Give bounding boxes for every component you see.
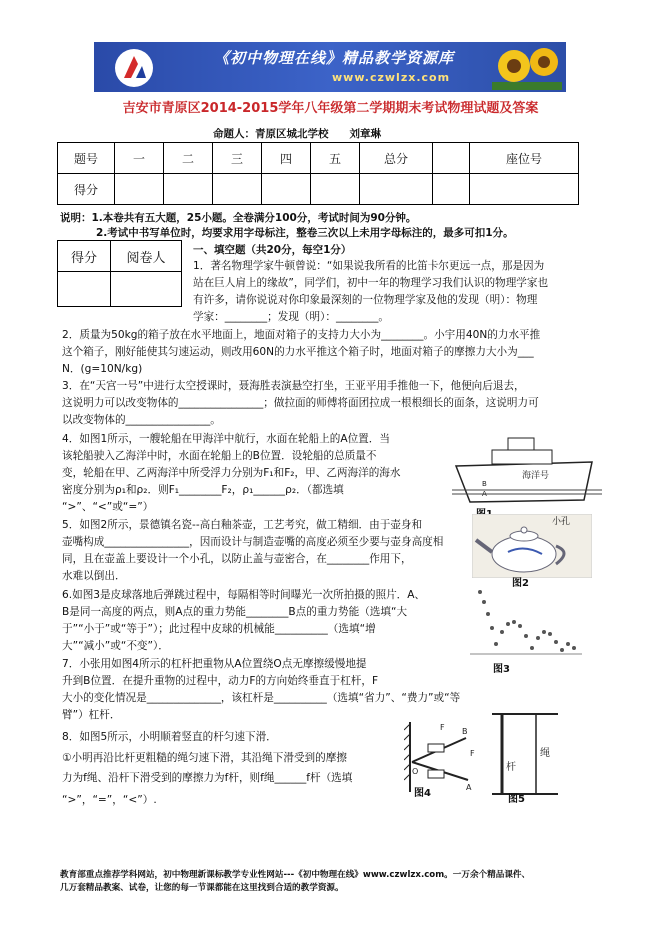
text-line: 2．质量为50kg的箱子放在水平地面上，地面对箱子的支持力大小为________。小宇用40N的力水平推 [62,329,541,341]
text-line: 水难以倒出． [62,570,126,582]
score-header-cell: 二 [164,143,213,174]
text-line: 力为f绳、沿杆下滑受到的摩擦力为f杆，则f绳______f杆（选填 [62,772,353,784]
text-line: 这个箱子，刚好能使其匀速运动，则改用60N的力水平推这个箱子时，地面对箱子的摩擦力大小为___ [62,346,534,358]
text-line: 大”“减小”或“不变”）． [62,640,169,652]
score-header-cell: 四 [262,143,311,174]
text-line: 有许多，请你说说对你印象最深刻的一位物理学家及他的发现（明）：物理 [193,294,538,306]
grader-table [57,240,182,307]
text-line: 升到B位置．在提升重物的过程中，动力F的方向始终垂直于杠杆，F [62,675,379,687]
footer-line-1: 教育部重点推荐学科网站，初中物理新课标教学专业性网站---《初中物理在线》www.czwlzx.com。一万余个精品课件、 [60,870,531,880]
score-header-cell: 五 [311,143,360,174]
score-cell [164,174,213,205]
text-line: 3．在“天宫一号”中进行太空授课时，聂海胜表演悬空打坐，王亚平用手推他一下，他便向后退去， [62,380,525,392]
ship-figure [452,432,602,512]
text-line: 大小的变化情况是______________，该杠杆是__________（选填“省力”、“费力”或“等 [62,692,461,704]
svg-text:O: O [412,767,419,776]
text-line: 壶嘴构成________________，因而设计与制造壶嘴的高度必须至少要与壶身高度相 [62,536,444,548]
grader-score-label: 得分 [58,241,111,272]
score-cell [433,174,470,205]
score-cell [311,174,360,205]
score-header-cell: 总分 [360,143,433,174]
svg-text:F: F [470,749,475,758]
seat-number-label: 座位号 [470,143,579,174]
text-line: 臂”）杠杆． [62,709,121,721]
score-cell [213,174,262,205]
text-line: “>”、“<”或“=”） [62,501,154,513]
banner-url[interactable]: www.czwlzx.com [332,71,451,84]
svg-text:B: B [462,727,468,736]
page-title: 吉安市青原区2014-2015学年八年级第二学期期末考试物理试题及答案 [122,101,539,116]
figure-4-label: 图4 [414,788,431,799]
text-line: 该轮船驶入乙海洋中时，水面在轮船上的B位置．设轮船的总质量不 [62,450,377,462]
text-line: 同，且在壶盖上要设计一个小孔，以防止盖与壶密合，在________作用下， [62,553,412,565]
svg-text:A: A [482,490,487,498]
text-line: “>”，“=”，“<”）. [62,794,157,806]
sunflower-icon [492,44,562,90]
seat-number-cell [470,174,579,205]
score-cell [360,174,433,205]
grader-score-cell [58,272,111,307]
figure-3-label: 图3 [493,664,510,675]
text-line: 8．如图5所示，小明顺着竖直的杆匀速下滑． [62,731,277,743]
text-line: 这说明力可以改变物体的________________；做拉面的师傅将面团拉成一根根细长的面条，这说明力可 [62,397,539,409]
text-line: 于”“小于”或“等于”）；此过程中皮球的机械能__________（选填“增 [62,623,376,635]
rod-label: 杆 [506,762,516,773]
site-logo-icon [114,48,154,88]
score-cell [115,174,164,205]
author-line: 命题人：青原区城北学校 刘章琳 [213,128,381,140]
svg-text:A: A [466,783,472,792]
text-line: 1．著名物理学家牛顿曾说：“如果说我所看的比笛卡尔更远一点，那是因为 [193,260,545,272]
grader-reviewer-label: 阅卷人 [111,241,182,272]
text-line: 以改变物体的________________。 [62,414,221,426]
score-header-cell: 题号 [58,143,115,174]
text-line: 站在巨人肩上的缘故”，同学们，初中一年的物理学习我们认识的物理学家也 [193,277,549,289]
score-table-header-row [58,143,579,174]
score-header-cell: 一 [115,143,164,174]
note-2: 2.考试中书写单位时，均要求用字母标注，整卷三次以上未用字母标注的，最多可扣1分。 [96,227,514,239]
teapot-figure [472,514,592,578]
score-row-label: 得分 [58,174,115,205]
section-heading: 一、填空题（共20分，每空1分） [193,244,352,256]
text-line: N．(g=10N/kg) [62,363,143,375]
text-line: B是同一高度的两点，则A点的重力势能________B点的重力势能（选填“大 [62,606,408,618]
rope-rod-figure [492,712,558,796]
ship-name-label: 海洋号 [522,471,550,481]
svg-text:F: F [440,723,445,732]
text-line: 学家：________；发现（明）：________。 [193,311,389,323]
text-line: 5．如图2所示，景德镇名瓷--高白釉茶壶，工艺考究，做工精细．由于壶身和 [62,519,423,531]
footer-line-2: 几万套精品教案、试卷，让您的每一节课都能在这里找到合适的教学资源。 [60,883,344,893]
text-line: 4．如图1所示，一艘轮船在甲海洋中航行，水面在轮船上的A位置．当 [62,433,390,445]
header-banner [94,42,566,92]
rope-label: 绳 [540,748,550,759]
grader-reviewer-cell [111,272,182,307]
lever-figure [404,722,484,792]
score-cell [262,174,311,205]
score-header-cell [433,143,470,174]
text-line: 变，轮船在甲、乙两海洋中所受浮力分别为F₁和F₂，甲、乙两海洋的海水 [62,467,401,479]
score-table-score-row [58,174,579,205]
svg-text:B: B [482,480,487,488]
small-hole-label: 小孔 [552,517,571,527]
figure-5-label: 图5 [508,794,525,805]
text-line: 7．小张用如图4所示的杠杆把重物从A位置绕O点无摩擦缓慢地提 [62,658,367,670]
banner-title: 《初中物理在线》精品教学资源库 [214,49,455,67]
score-table [57,142,579,205]
bouncing-ball-figure [470,586,582,658]
text-line: 密度分别为ρ₁和ρ₂．则F₁________F₂，ρ₁______ρ₂．（都选填 [62,484,344,496]
text-line: ①小明再沿比杆更粗糙的绳匀速下滑，其沿绳下滑受到的摩擦 [62,752,347,764]
text-line: 6.如图3是皮球落地后弹跳过程中，每隔相等时间曝光一次所拍摄的照片．A、 [62,589,426,601]
note-1: 说明：1.本卷共有五大题，25小题。全卷满分100分，考试时间为90分钟。 [60,212,417,224]
figure-2-label: 图2 [512,578,529,589]
score-header-cell: 三 [213,143,262,174]
